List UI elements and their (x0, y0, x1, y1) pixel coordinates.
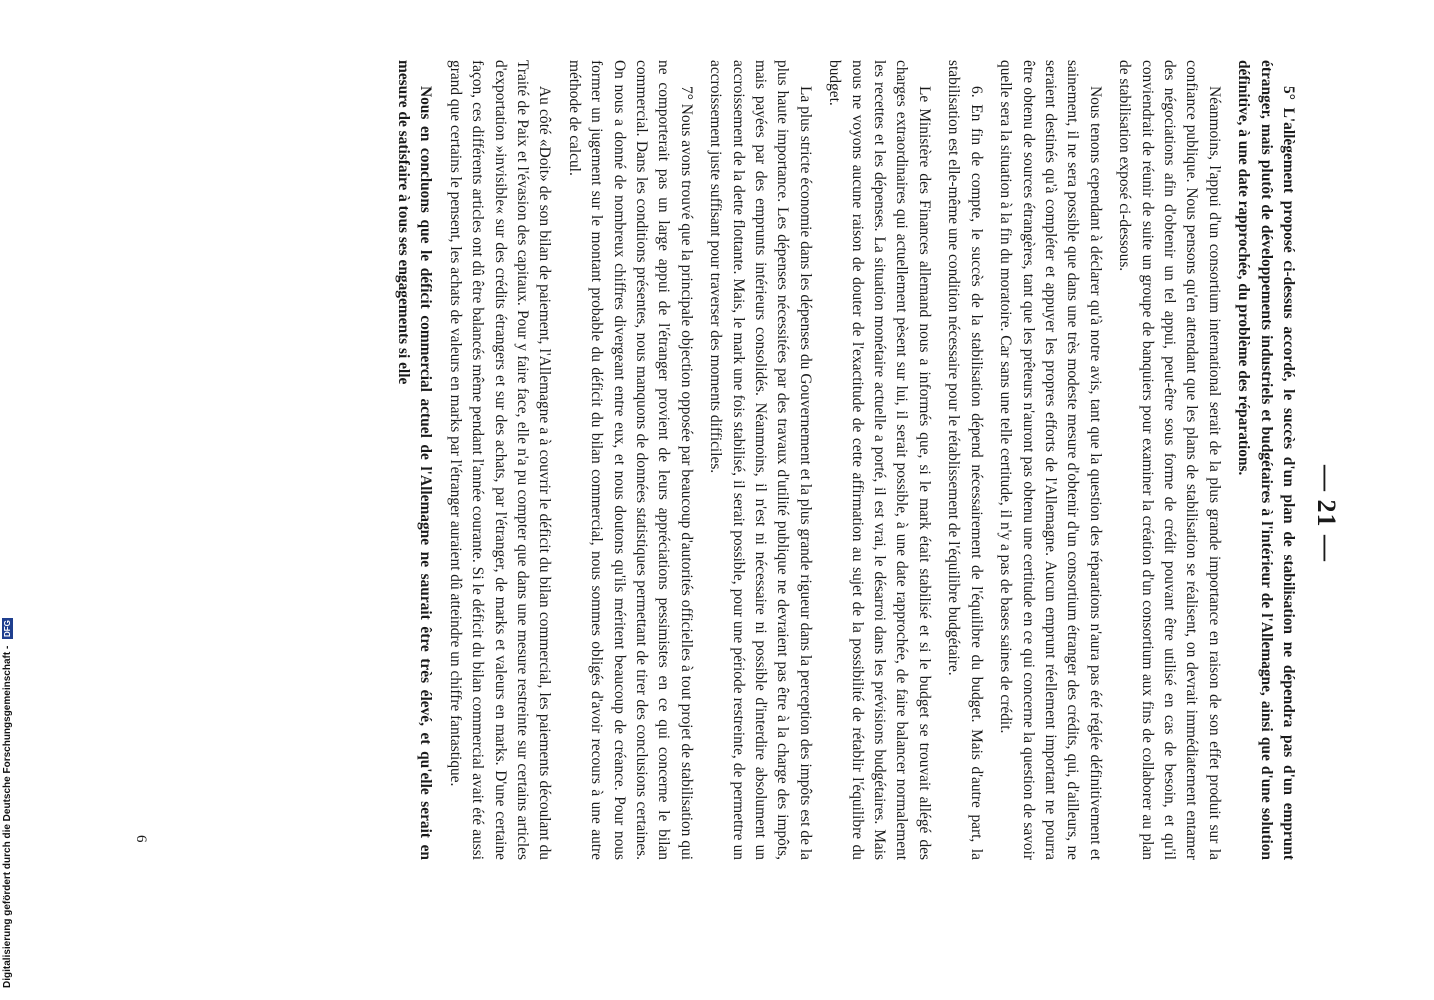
text-body (392, 60, 1299, 860)
sheet-mark: 6 (133, 835, 149, 843)
page-number: — 21 — (1312, 465, 1341, 562)
paragraph-consortium: Néanmoins, l'appui d'un consortium international serait de la plus grande importance en raison de son effet produit sur la confiance publique. Nous pensons qu'en attendant que les plans de stabilisation se réalisent, on devrait immédiatement entamer des négociations afin d'obtenir un tel appui, peut-être sous forme de crédit pouvant être utilisé en cas de besoin, et qu'il conviendrait de réunir de suite un groupe de banquiers pour examiner la création d'un consortium aux fins de collaborer au plan de stabilisation exposé ci-dessous. (1116, 60, 1223, 860)
paragraph-7-trade-balance: 7° Nous avons trouvé que la principale objection opposée par beaucoup d'autorités officielles à tout projet de stabilisation qui ne comporterait pas un large appui de l'étranger provient de leurs appréciations pessimistes en ce qui concerne le bilan commercial. Dans les conditions présentes, nous manquons de données statistiques permettant de tirer des conclusions certaines. On nous a donné de nombreux chiffres divergeant entre eux, et nous doutons qu'ils méritent beaucoup de créance. Pour nous former un jugement sur le montant probable du déficit du bilan commercial, nous sommes obligés d'avoir recours à une autre méthode de calcul. (565, 60, 695, 860)
paragraph-doit-balance: Au côté «Doit» de son bilan de paiement, l'Allemagne a à couvrir le déficit du bilan commercial, les paiements découlant du Traité de Paix et l'évasion des capitaux. Pour y faire face, elle n'a pu compter que dans une mesure restreinte sur certains articles d'exportation »invisible« sur des crédits étrangers et sur des achats, par l'étranger, de marks et valeurs en marks. D'une certaine façon, ces différents articles ont dû être balancés même pendant l'année courante. Si le déficit du bilan commercial avait été aussi grand que certains le pensent, les achats de valeurs en marks par l'étranger auraient dû atteindre un chiffre fantastique. (446, 60, 554, 860)
paragraph-finance-ministry: Le Ministère des Finances allemand nous a informés que, si le mark était stabilisé et si le budget se trouvait allégé des charges extraordinaires qui actuellement pèsent sur lui, il serait possible, à une date rapprochée, de faire balancer normalement les recettes et les dépenses. La situation monétaire actuelle a porté, il est vrai, le désarroi dans les prévisions budgétaires. Mais nous ne voyons aucune raison de douter de l'exactitude de cette affirmation au sujet de la possibilité de rétablir l'équilibre du budget. (826, 60, 933, 860)
paragraph-5-stabilisation: 5° L'allègement proposé ci-dessus accordé, le succès d'un plan de stabilisation ne dépendra pas d'un emprunt étranger, mais plutôt de développements industriels et budgétaires à l'intérieur de l'Allemagne, ainsi que d'une solution définitive, à une date rapprochée, du problème des réparations. (1235, 60, 1297, 860)
paragraph-economy: La plus stricte économie dans les dépenses du Gouvernement et la plus grande rigueur dans la perception des impôts est de la plus haute importance. Les dépenses nécessitées par des travaux d'utilité publique ne devraient pas être à la charge des impôts, mais payées par des emprunts intérieurs consolidés. Néanmoins, il n'est ni nécessaire ni possible d'interdire absolument un accroissement de la dette flottante. Mais, le mark une fois stabilisé, il serait possible, pour une période restreinte, de permettre un accroissement juste suffisant pour traverser des moments difficiles. (707, 60, 814, 860)
paragraph-conclusion: Nous en concluons que le déficit commercial actuel de l'Allemagne ne saurait être très élevé, et qu'elle serait en mesure de satisfaire à tous ses engagements si elle (394, 60, 435, 860)
paragraph-reparations-credit: Nous tenons cependant à déclarer qu'à notre avis, tant que la question des réparations n'aura pas été réglée définitivement et sainement, il ne sera possible que dans une très modeste mesure d'obtenir d'un consortium étranger des crédits, qui, d'ailleurs, ne seraient destinés qu'à compléter et appuyer les propres efforts de l'Allemagne. Aucun emprunt réellement important ne pourra être obtenu de sources étrangères, tant que les prêteurs n'auront pas obtenu une certitude en ce qui concerne la question de savoir quelle sera la situation à la fin du moratoire. Car sans une telle certitude, il n'y a pas de bases saines de crédit. (997, 60, 1104, 860)
dfg-logo: DFG (3, 620, 12, 637)
digitization-footer (2, 608, 13, 988)
document-page (105, 20, 1345, 900)
footer-text: Digitalisierung gefördert durch die Deutsche Forschungsgemeinschaft - (2, 645, 13, 988)
paragraph-6-budget: 6. En fin de compte, le succès de la stabilisation dépend nécessairement de l'équilibre du budget. Mais d'autre part, la stabilisation est elle-même une condition nécessaire pour le rétablissement de l'équilibre budgétaire. (945, 60, 985, 860)
